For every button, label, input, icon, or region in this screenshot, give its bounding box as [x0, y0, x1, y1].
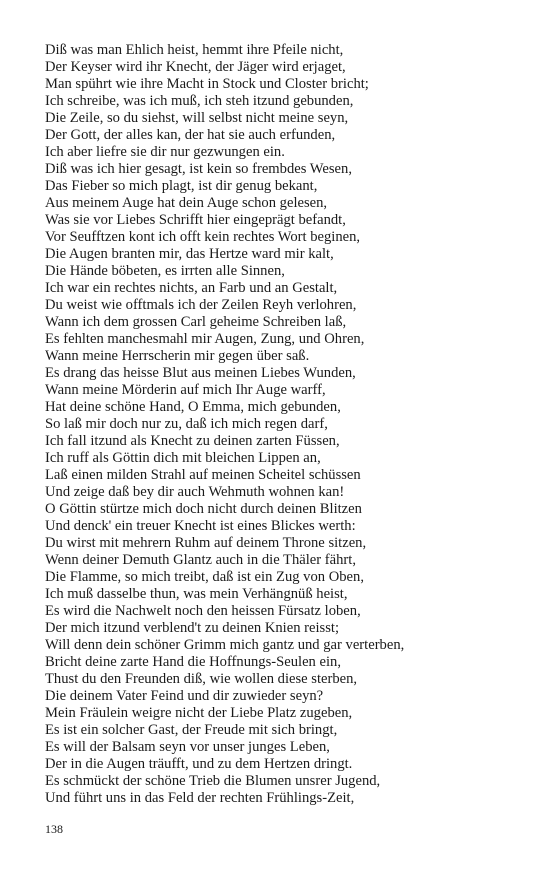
poem-line: Vor Seufftzen kont ich offt kein rechtes Wort beginen,: [45, 229, 361, 245]
poem-line: Es ist ein solcher Gast, der Freude mit sich bringt,: [45, 722, 338, 738]
poem-line: Die Zeile, so du siehst, will selbst nicht meine seyn,: [45, 110, 349, 126]
poem-line: Es fehlten manchesmahl mir Augen, Zung, und Ohren,: [45, 331, 365, 347]
poem-line: Laß einen milden Strahl auf meinen Scheitel schüssen: [45, 467, 361, 483]
page-number: 138: [45, 822, 63, 836]
poem-line: Es wird die Nachwelt noch den heissen Fürsatz loben,: [45, 603, 361, 619]
poem-line: Mein Fräulein weigre nicht der Liebe Platz zugeben,: [45, 705, 353, 721]
poem-line: Will denn dein schöner Grimm mich gantz und gar verterben,: [45, 637, 405, 653]
poem-line: Ich war ein rechtes nichts, an Farb und an Gestalt,: [45, 280, 338, 296]
poem-line: Diß was man Ehlich heist, hemmt ihre Pfeile nicht,: [45, 42, 344, 58]
poem-line: Die deinem Vater Feind und dir zuwieder seyn?: [45, 688, 324, 704]
poem-line: Die Flamme, so mich treibt, daß ist ein Zug von Oben,: [45, 569, 364, 585]
poem-line: Was sie vor Liebes Schrifft hier eingeprägt befandt,: [45, 212, 346, 228]
poem-line: Bricht deine zarte Hand die Hoffnungs-Seulen ein,: [45, 654, 341, 670]
poem-line: Der Keyser wird ihr Knecht, der Jäger wird erjaget,: [45, 59, 346, 75]
poem-line: Wann meine Mörderin auf mich Ihr Auge warff,: [45, 382, 326, 398]
poem-line: Der Gott, der alles kan, der hat sie auch erfunden,: [45, 127, 336, 143]
poem-line: Thust du den Freunden diß, wie wollen diese sterben,: [45, 671, 358, 687]
poem-line: O Göttin stürtze mich doch nicht durch deinen Blitzen: [45, 501, 362, 517]
poem-line: Und denck' ein treuer Knecht ist eines Blickes werth:: [45, 518, 356, 534]
poem-line: Man spührt wie ihre Macht in Stock und Closter bricht;: [45, 76, 369, 92]
poem-line: Ich ruff als Göttin dich mit bleichen Lippen an,: [45, 450, 321, 466]
poem-line: So laß mir doch nur zu, daß ich mich regen darf,: [45, 416, 328, 432]
poem-line: Der in die Augen träufft, und zu dem Hertzen dringt.: [45, 756, 353, 772]
poem-line: Wenn deiner Demuth Glantz auch in die Thäler fährt,: [45, 552, 356, 568]
poem-line: Hat deine schöne Hand, O Emma, mich gebunden,: [45, 399, 341, 415]
poem-line: Diß was ich hier gesagt, ist kein so frembdes Wesen,: [45, 161, 352, 177]
poem-line: Die Augen branten mir, das Hertze ward mir kalt,: [45, 246, 334, 262]
poem-text: [45, 42, 525, 807]
poem-line: Du wirst mit mehrern Ruhm auf deinem Throne sitzen,: [45, 535, 367, 551]
poem-line: Das Fieber so mich plagt, ist dir genug bekant,: [45, 178, 318, 194]
poem-line: Aus meinem Auge hat dein Auge schon gelesen,: [45, 195, 328, 211]
poem-line: Es schmückt der schöne Trieb die Blumen unsrer Jugend,: [45, 773, 381, 789]
poem-line: Die Hände böbeten, es irrten alle Sinnen,: [45, 263, 285, 279]
poem-line: Du weist wie offtmals ich der Zeilen Reyh verlohren,: [45, 297, 357, 313]
poem-line: Ich fall itzund als Knecht zu deinen zarten Füssen,: [45, 433, 340, 449]
poem-line: Und zeige daß bey dir auch Wehmuth wohnen kan!: [45, 484, 345, 500]
poem-line: Es drang das heisse Blut aus meinen Liebes Wunden,: [45, 365, 356, 381]
poem-line: Es will der Balsam seyn vor unser junges Leben,: [45, 739, 330, 755]
poem-line: Und führt uns in das Feld der rechten Frühlings-Zeit,: [45, 790, 355, 806]
poem-line: Wann meine Herrscherin mir gegen über saß.: [45, 348, 310, 364]
poem-line: Der mich itzund verblend't zu deinen Knien reisst;: [45, 620, 340, 636]
poem-line: Ich muß dasselbe thun, was mein Verhängnüß heist,: [45, 586, 348, 602]
poem-line: Ich aber liefre sie dir nur gezwungen ein.: [45, 144, 285, 160]
poem-line: Wann ich dem grossen Carl geheime Schreiben laß,: [45, 314, 347, 330]
poem-line: Ich schreibe, was ich muß, ich steh itzund gebunden,: [45, 93, 354, 109]
